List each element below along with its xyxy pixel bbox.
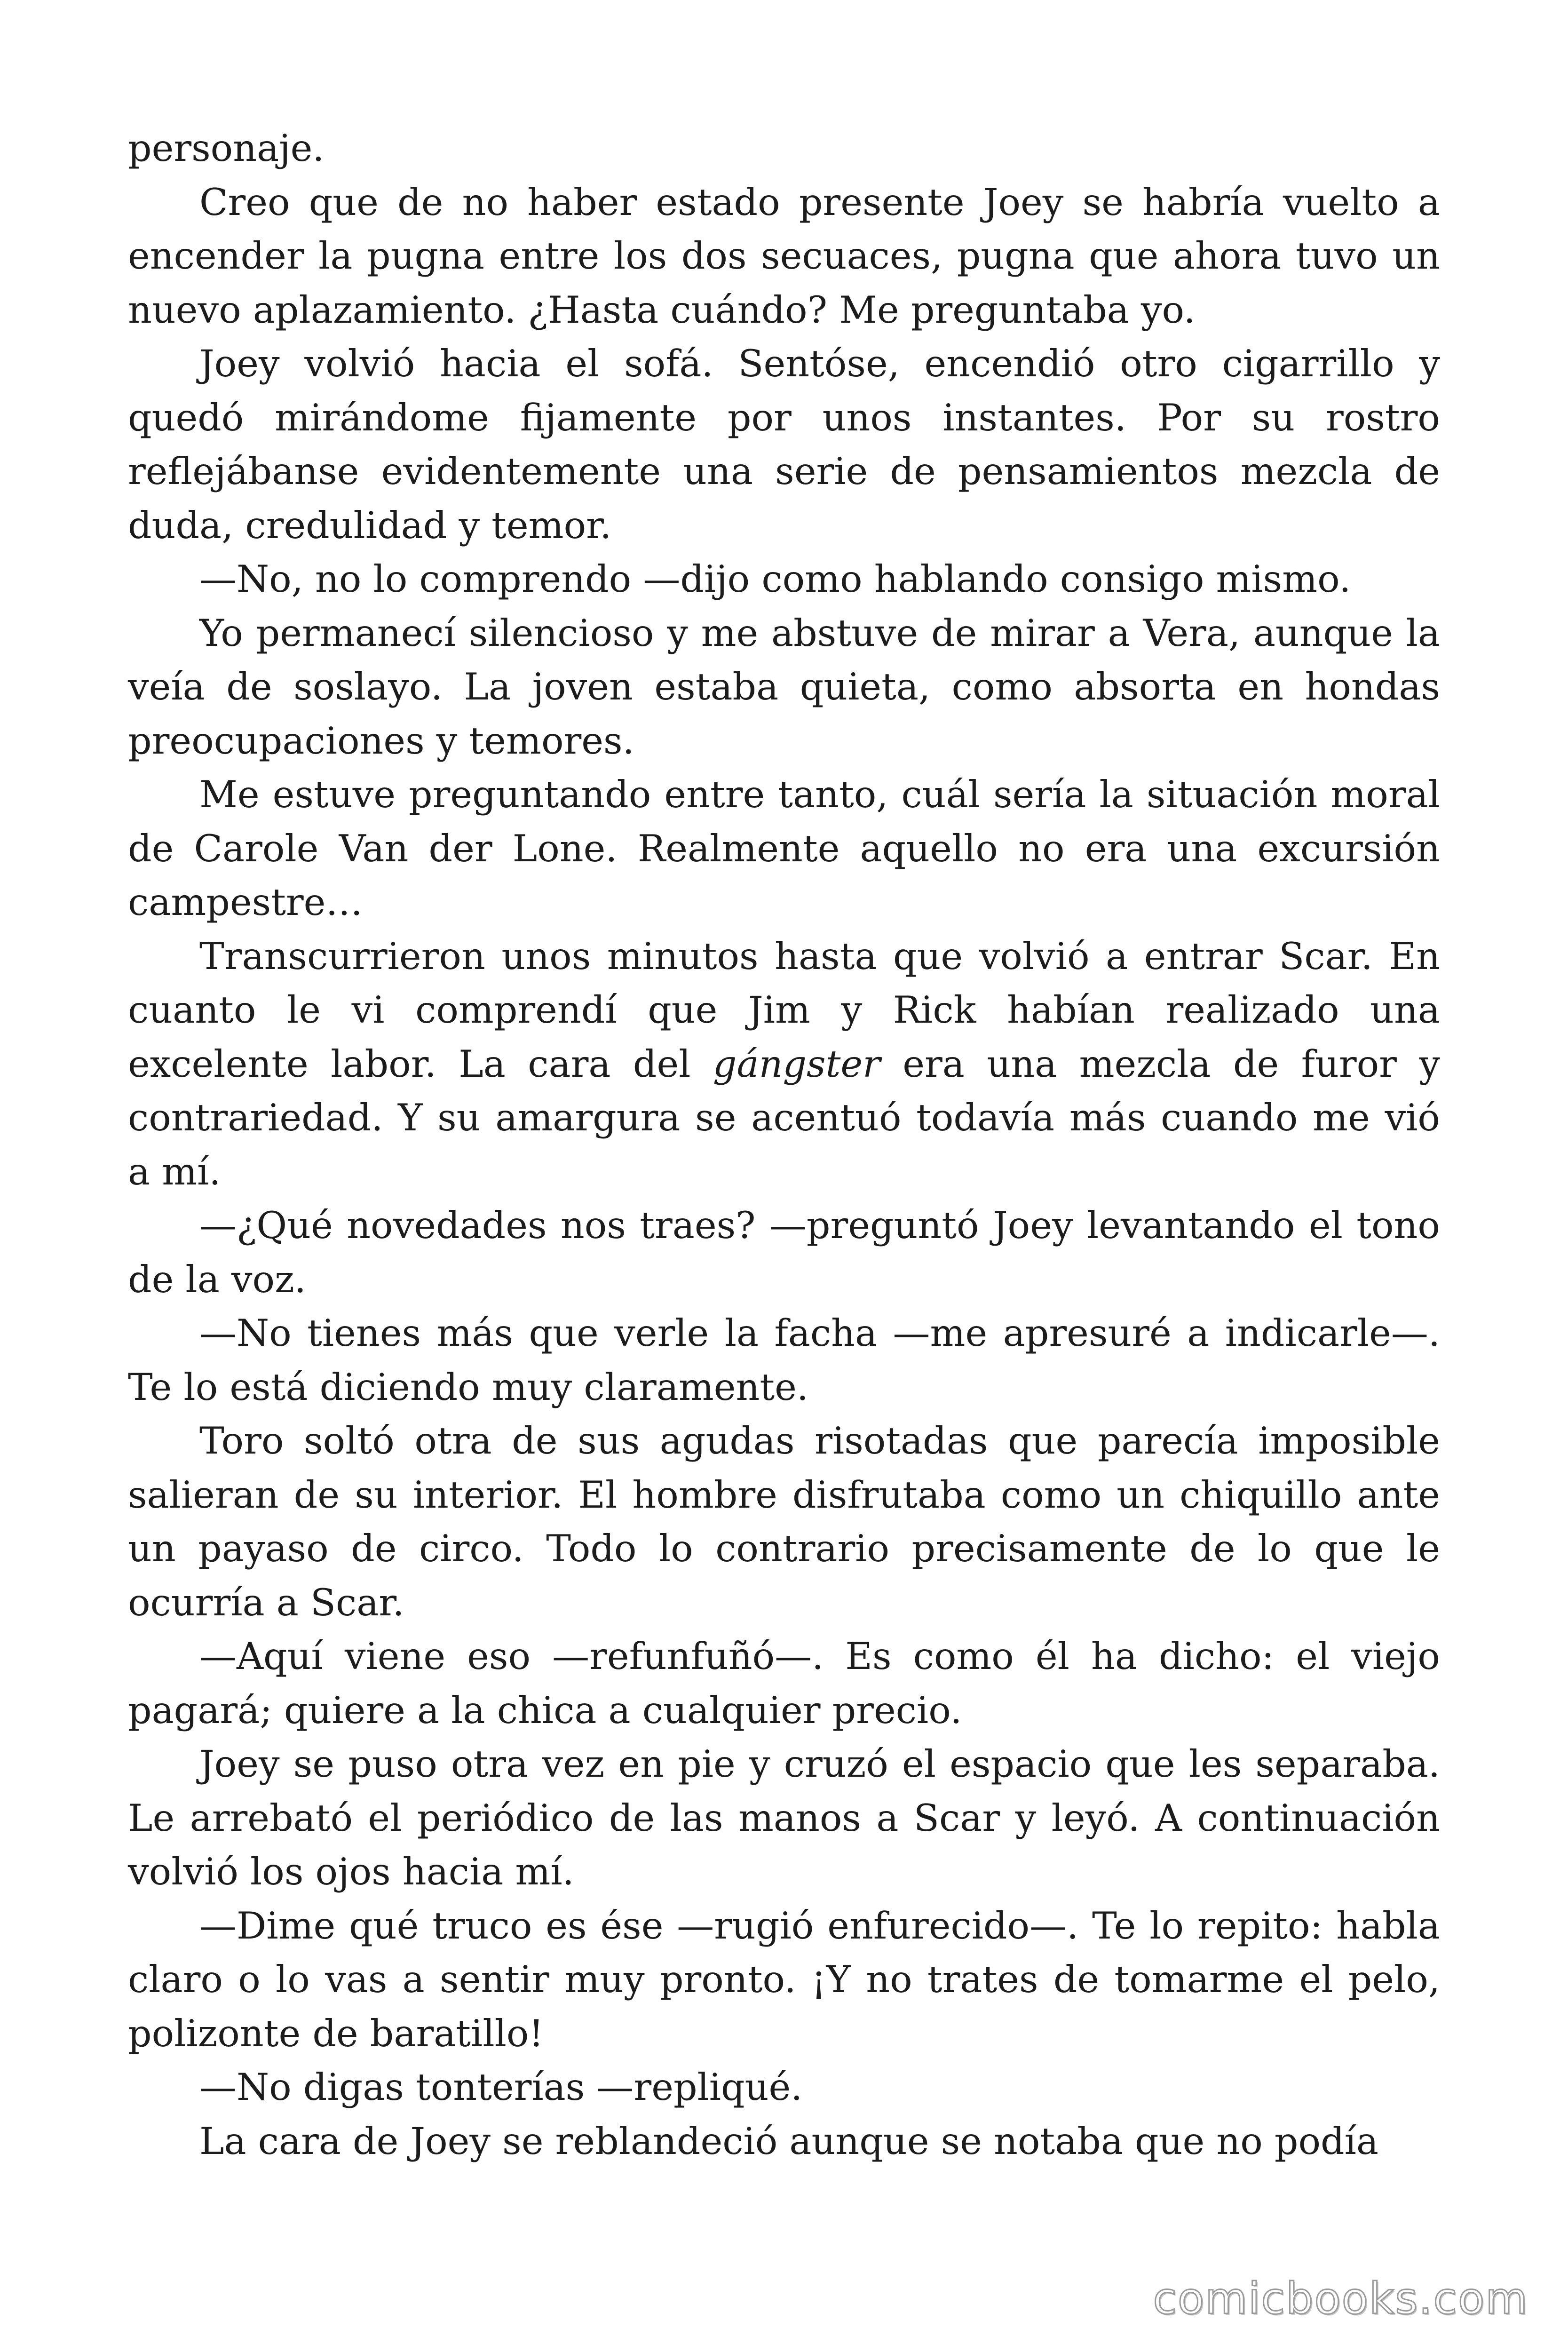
paragraph: Joey volvió hacia el sofá. Sentóse, encendió otro cigarrillo y quedó mirándome fijamente por unos instantes. Por su rostro reflejábanse evidentemente una serie de pensamientos mezcla de duda, credulidad y temor. (128, 342, 1440, 547)
paragraph: Me estuve preguntando entre tanto, cuál sería la situación moral de Carole Van der Lone. Realmente aquello no era una excursión campestre… (128, 773, 1440, 924)
paragraph: personaje. (128, 127, 325, 170)
paragraph: La cara de Joey se reblandeció aunque se notaba que no podía (199, 2119, 1378, 2163)
paragraph: —Dime qué truco es ése —rugió enfurecido—. Te lo repito: habla claro o lo vas a sentir muy pronto. ¡Y no trates de tomarme el pelo, polizonte de baratillo! (128, 1904, 1440, 2055)
paragraph: —No digas tonterías —repliqué. (199, 2066, 803, 2109)
italic-term: gángster (713, 1042, 880, 1086)
paragraph: Joey se puso otra vez en pie y cruzó el espacio que les separaba. Le arrebató el periódico de las manos a Scar y leyó. A continuación volvió los ojos hacia mí. (128, 1742, 1440, 1893)
paragraph: —¿Qué novedades nos traes? —preguntó Joey levantando el tono de la voz. (128, 1204, 1440, 1301)
paragraph: —No, no lo comprendo —dijo como hablando consigo mismo. (199, 557, 1351, 601)
paragraph: —No tienes más que verle la facha —me apresuré a indicarle—. Te lo está diciendo muy claramente. (128, 1311, 1440, 1409)
paragraph: —Aquí viene eso —refunfuñó—. Es como él ha dicho: el viejo pagará; quiere a la chica a cualquier precio. (128, 1635, 1440, 1732)
paragraph-text: Transcurrieron unos minutos hasta que volvió a entrar Scar. En cuanto le vi comprendí que Jim y Rick habían realizado una excelente labor. La cara del (128, 934, 1440, 1086)
paragraph: Creo que de no haber estado presente Joey se habría vuelto a encender la pugna entre los dos secuaces, pugna que ahora tuvo un nuevo aplazamiento. ¿Hasta cuándo? Me preguntaba yo. (128, 180, 1440, 332)
paragraph-text: era una mezcla de furor y contrariedad. Y su amargura se acentuó todavía más cuando me vió a mí. (128, 1042, 1440, 1193)
paragraph: Toro soltó otra de sus agudas risotadas que parecía imposible salieran de su interior. El hombre disfrutaba como un chiquillo ante un payaso de circo. Todo lo contrario precisamente de lo que le ocurría a Scar. (128, 1419, 1440, 1624)
watermark: comicbooks.com (1153, 2273, 1528, 2324)
body-text (128, 121, 1440, 2168)
paragraph (128, 930, 1440, 1199)
paragraph: Yo permanecí silencioso y me abstuve de mirar a Vera, aunque la veía de soslayo. La joven estaba quieta, como absorta en hondas preocupaciones y temores. (128, 611, 1440, 763)
